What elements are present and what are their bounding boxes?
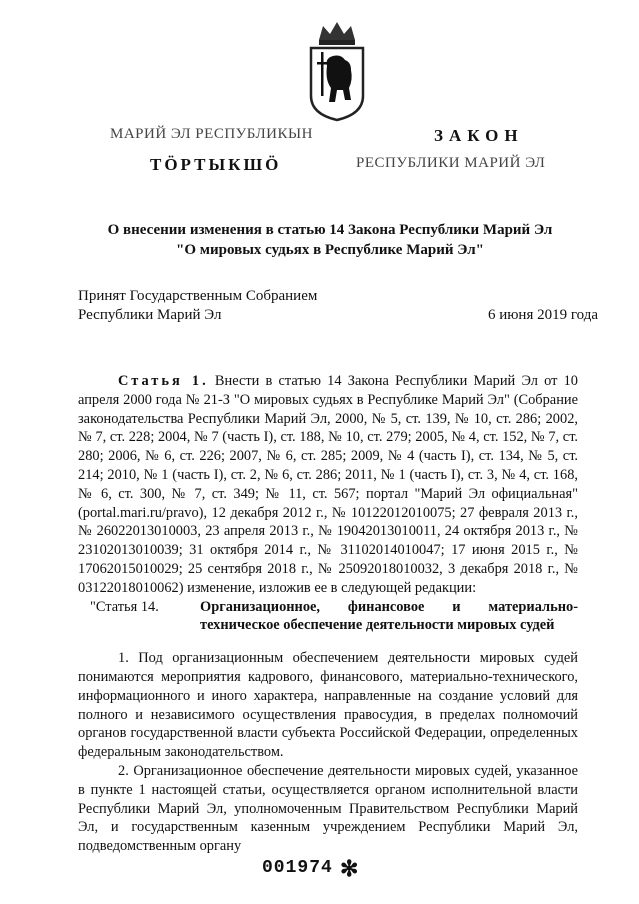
article-14-title: Организационное, финансовое и материально-техническое обеспечение деятельности мировых судей [200,598,578,634]
law-title-line1: О внесении изменения в статью 14 Закона Республики Марий Эл [107,222,553,238]
article-14-label: "Статья 14. [90,598,159,615]
header-left-line2: ТӦРТЫКШӦ [150,155,282,174]
article-1 [78,372,578,598]
header-left-line1: МАРИЙ ЭЛ РЕСПУБЛИКЫН [110,126,313,142]
adoption-line2: Республики Марий Эл [78,307,222,323]
law-title-line2: "О мировых судьях в Республике Марий Эл" [176,242,484,258]
header-right-line2: РЕСПУБЛИКИ МАРИЙ ЭЛ [356,155,546,171]
footer-mark: ✻ [340,856,359,881]
article-14-heading [78,598,578,636]
adoption-date: 6 июня 2019 года [487,307,598,323]
article-1-label: Статья 1. [118,373,209,389]
paragraph-1: 1. Под организационным обеспечением деятельности мировых судей понимаются мероприятия кадрового, финансового, материально-технического, информационного и иного характера, направленные на создание условий для полного и независимого осуществления правосудия, в пределах полномочий органов государственной власти субъекта Российской Федерации, определенных федеральным законодательством. [78,650,578,761]
document-body [78,372,578,856]
mari-el-coat-of-arms-icon [297,18,377,122]
adoption-line1: Принят Государственным Собранием [78,288,318,304]
law-title [60,220,600,260]
document-number: 001974 [262,858,333,878]
header-right-line1: ЗАКОН [434,126,524,145]
adoption-block [78,287,598,325]
paragraph-2: 2. Организационное обеспечение деятельности мировых судей, указанное в пункте 1 настоящей статьи, осуществляется органом исполнительной власти Республики Марий Эл, уполномоченным Правительством Республики Марий Эл, и государственным казенным учреждением Республики Марий Эл, подведомственным органу [78,762,578,855]
article-1-text: Внести в статью 14 Закона Республики Марий Эл от 10 апреля 2000 года № 21-З "О мировых судьях в Республике Марий Эл" (Собрание законодательства Республики Марий Эл, 2000, № 5, ст. 139, № 10, ст. 286; 2002, № 7, ст. 228; 2004, № 7 (часть I), ст. 188, № 10, ст. 279; 2005, № 4, ст. 152, № 7, ст. 280; 2006, № 6, ст. 226; 2007, № 6, ст. 285; 2009, № 4 (часть I), ст. 134, № 5, ст. 214; 2010, № 1 (часть I), ст. 2, № 6, ст. 286; 2011, № 1 (часть I), ст. 3, № 4, ст. 168, № 6, ст. 300, № 7, ст. 349; № 11, ст. 567; портал "Марий Эл официальная" (portal.mari.ru/pravo), 12 декабря 2012 г., № 10122012010075; 27 февраля 2013 г., № 26022013010003, 23 апреля 2013 г., № 19042013010011, 24 октября 2013 г., № 23102013010039; 31 октября 2014 г., № 31102014010047; 17 июня 2015 г., № 17062015010029; 25 сентября 2018 г., № 25092018010032, 3 декабря 2018 г., № 03122018010062) изменение, изложив ее в следующей редакции: [78,373,578,596]
